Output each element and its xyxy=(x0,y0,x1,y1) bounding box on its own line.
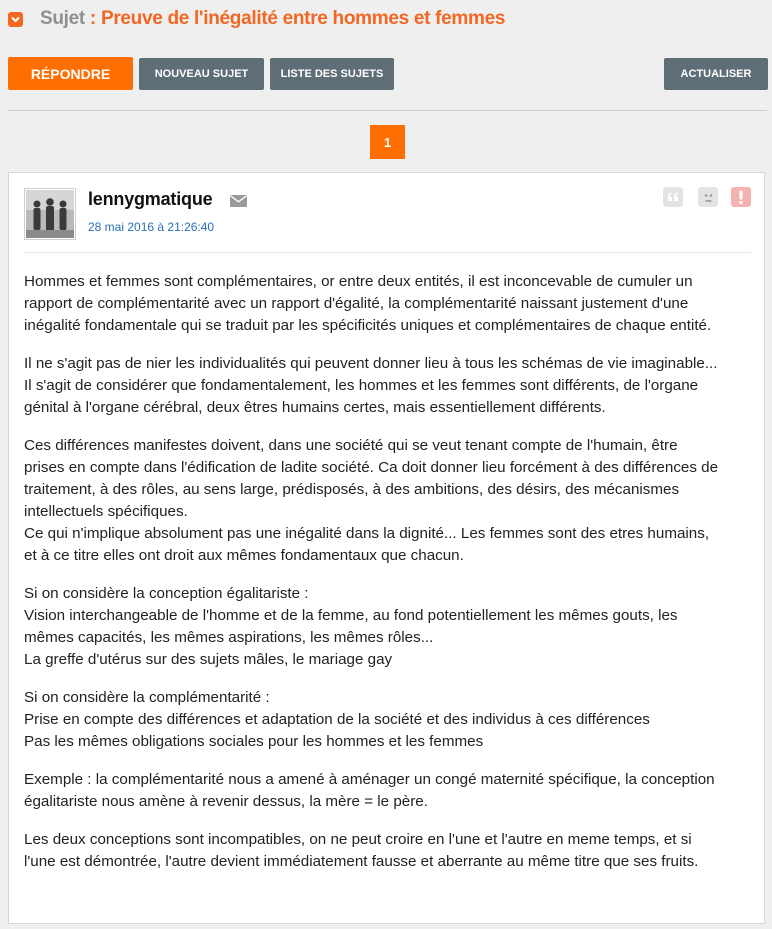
topic-title-subject: Preuve de l'inégalité entre hommes et femmes xyxy=(100,8,506,29)
post-text-line: Il ne s'agit pas de nier les individualités qui peuvent donner lieu à tous les schémas de vie imaginable... xyxy=(24,355,718,372)
post-text-line: La greffe d'utérus sur des sujets mâles, le mariage gay xyxy=(24,651,393,668)
post-text-line: Pas les mêmes obligations sociales pour les hommes et les femmes xyxy=(24,733,484,750)
post-text-line: Vision interchangeable de l'homme et de la femme, au fond potentiellement les mêmes gouts, les xyxy=(24,607,678,624)
post-text-line: Si on considère la conception égalitariste : xyxy=(24,585,309,602)
post-text-line: rapport de complémentarité avec un rapport d'égalité, la complémentarité naissant justement d'une xyxy=(24,295,689,312)
post-body xyxy=(24,271,759,889)
post-text-line: égalitariste nous amène à revenir dessus, la mère = le père. xyxy=(24,793,428,810)
post-text-line: traitement, à des rôles, au sens large, prédisposés, à des ambitions, des désirs, des mécanismes xyxy=(24,481,680,498)
post-text-line: Exemple : la complémentarité nous a amené à aménager un congé maternité spécifique, la conception xyxy=(24,771,715,788)
post-text-line: mêmes capacités, les mêmes aspirations, les mêmes rôles... xyxy=(24,629,434,646)
author-name[interactable]: lennygmatique xyxy=(88,189,213,209)
post-text-line: intellectuels spécifiques. xyxy=(24,503,188,520)
sad-face-icon[interactable] xyxy=(698,187,718,207)
refresh-button[interactable]: ACTUALISER xyxy=(664,58,768,90)
quote-icon[interactable] xyxy=(663,187,683,207)
forum-post xyxy=(8,172,765,924)
post-text-line: Prise en compte des différences et adaptation de la société et des individus à ces différences xyxy=(24,711,650,728)
post-text-line: Il s'agit de considérer que fondamentalement, les hommes et les femmes sont différents, de l'organe xyxy=(24,377,699,394)
reply-button[interactable]: RÉPONDRE xyxy=(8,57,133,90)
post-text-line: Ces différences manifestes doivent, dans une société qui se veut tenant compte de l'humain, être xyxy=(24,437,678,454)
chevron-down-icon[interactable] xyxy=(8,12,23,27)
post-text-line: Si on considère la complémentarité : xyxy=(24,689,270,706)
post-paragraph xyxy=(24,583,759,671)
topic-title-prefix: Sujet xyxy=(40,8,85,29)
post-header-divider xyxy=(24,252,751,253)
topic-header xyxy=(8,6,505,32)
post-paragraph xyxy=(24,687,759,753)
post-paragraph xyxy=(24,271,759,337)
envelope-icon[interactable] xyxy=(230,194,247,212)
toolbar-divider xyxy=(8,110,767,111)
post-paragraph xyxy=(24,353,759,419)
post-text-line: prises en compte dans l'édification de ladite société. Ca doit donner lieu forcément à des différences de xyxy=(24,459,719,476)
exclamation-icon[interactable] xyxy=(731,187,751,207)
new-topic-button[interactable]: NOUVEAU SUJET xyxy=(139,58,264,90)
topic-list-button[interactable]: LISTE DES SUJETS xyxy=(270,58,394,90)
post-text-line: Hommes et femmes sont complémentaires, or entre deux entités, il est inconcevable de cumuler un xyxy=(24,273,693,290)
post-text-line: génital à l'organe cérébral, deux êtres humains certes, mais essentiellement différents. xyxy=(24,399,606,416)
post-text-line: l'une est démontrée, l'autre devient immédiatement fausse et aberrante au même titre que ses fruits. xyxy=(24,853,699,870)
avatar[interactable] xyxy=(24,188,76,240)
post-paragraph xyxy=(24,769,759,813)
post-text-line: inégalité fondamentale qui se traduit par les spécificités uniques et complémentaires de chaque entité. xyxy=(24,317,712,334)
post-text-line: et à ce titre elles ont droit aux mêmes fondamentaux que chacun. xyxy=(24,547,464,564)
post-paragraph xyxy=(24,435,759,567)
pagination-current-page[interactable]: 1 xyxy=(370,125,405,159)
post-text-line: Les deux conceptions sont incompatibles, on ne peut croire en l'une et l'autre en meme temps, et si xyxy=(24,831,692,848)
post-paragraph xyxy=(24,829,759,873)
topic-title-separator: : xyxy=(84,8,101,29)
post-text-line: Ce qui n'implique absolument pas une inégalité dans la dignité... Les femmes sont des etres humains, xyxy=(24,525,710,542)
post-date[interactable]: 28 mai 2016 à 21:26:40 xyxy=(88,220,215,234)
topic-title xyxy=(40,8,505,30)
